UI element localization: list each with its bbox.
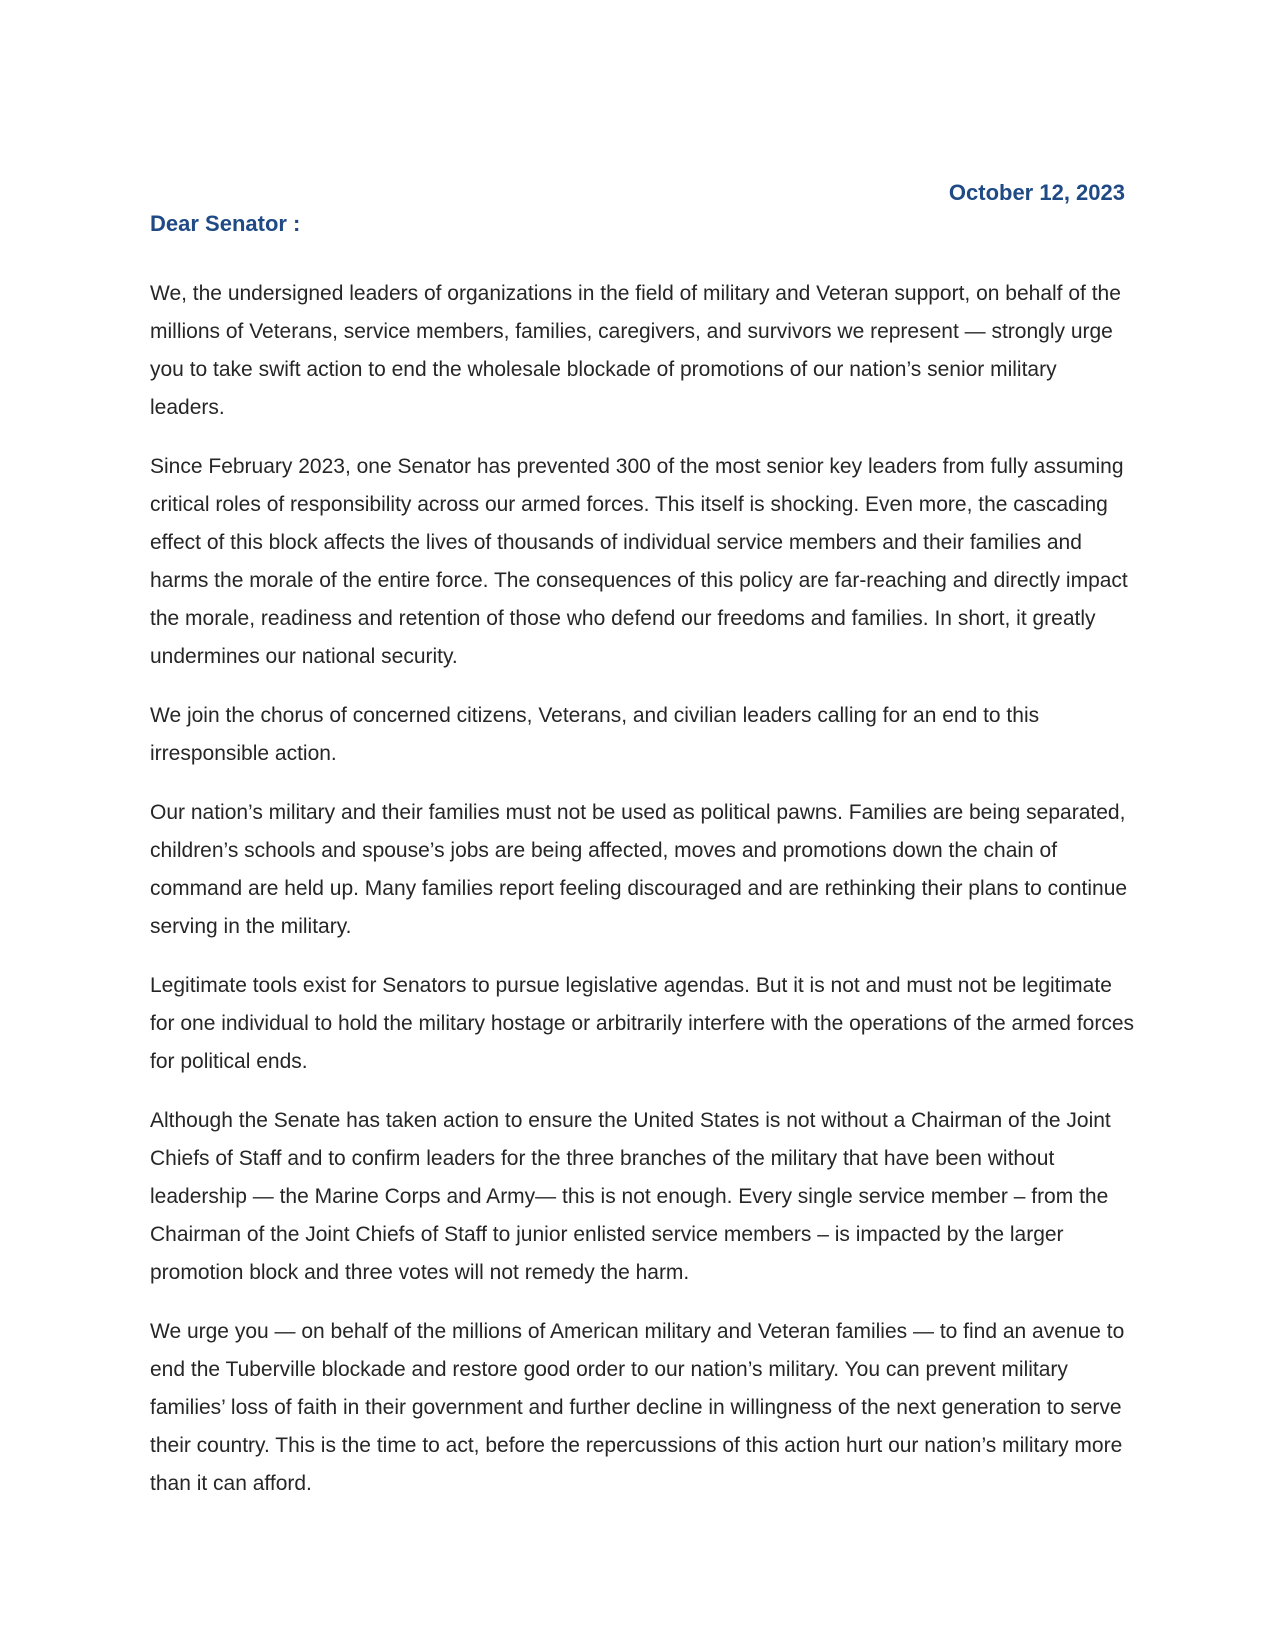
paragraph-2: Since February 2023, one Senator has prevented 300 of the most senior key leaders from fully assuming critical roles of responsibility across our armed forces. This itself is shocking. Even more, the cascading effect of this block affects the lives of thousands of individual service members and their families and harms the morale of the entire force. The consequences of this policy are far-reaching and directly impact the morale, readiness and retention of those who defend our freedoms and families. In short, it greatly undermines our national security. bbox=[150, 455, 1128, 668]
paragraph-1: We, the undersigned leaders of organizations in the field of military and Veteran support, on behalf of the millions of Veterans, service members, families, caregivers, and survivors we represent — strongly urge you to take swift action to end the wholesale blockade of promotions of our nation’s senior military leaders. bbox=[150, 282, 1121, 419]
paragraph-5: Legitimate tools exist for Senators to pursue legislative agendas. But it is not and must not be legitimate for one individual to hold the military hostage or arbitrarily interfere with the operations of the armed forces for political ends. bbox=[150, 974, 1135, 1073]
paragraph-6: Although the Senate has taken action to ensure the United States is not without a Chairman of the Joint Chiefs of Staff and to confirm leaders for the three branches of the military that have been without leadership — the Marine Corps and Army— this is not enough. Every single service member – from the Chairman of the Joint Chiefs of Staff to junior enlisted service members – is impacted by the larger promotion block and three votes will not remedy the harm. bbox=[150, 1109, 1111, 1284]
paragraph-3: We join the chorus of concerned citizens, Veterans, and civilian leaders calling for an end to this irresponsible action. bbox=[150, 704, 1040, 765]
letter-date: October 12, 2023 bbox=[948, 180, 1125, 205]
letter-body bbox=[150, 275, 1135, 1524]
paragraph-7: We urge you — on behalf of the millions of American military and Veteran families — to find an avenue to end the Tuberville blockade and restore good order to our nation’s military. You can prevent military families’ loss of faith in their government and further decline in willingness of the next generation to serve their country. This is the time to act, before the repercussions of this action hurt our nation’s military more than it can afford. bbox=[150, 1320, 1125, 1495]
salutation: Dear Senator : bbox=[150, 211, 301, 236]
paragraph-4: Our nation’s military and their families must not be used as political pawns. Families are being separated, children’s schools and spouse’s jobs are being affected, moves and promotions down the chain of command are held up. Many families report feeling discouraged and are rethinking their plans to continue serving in the military. bbox=[150, 801, 1128, 938]
